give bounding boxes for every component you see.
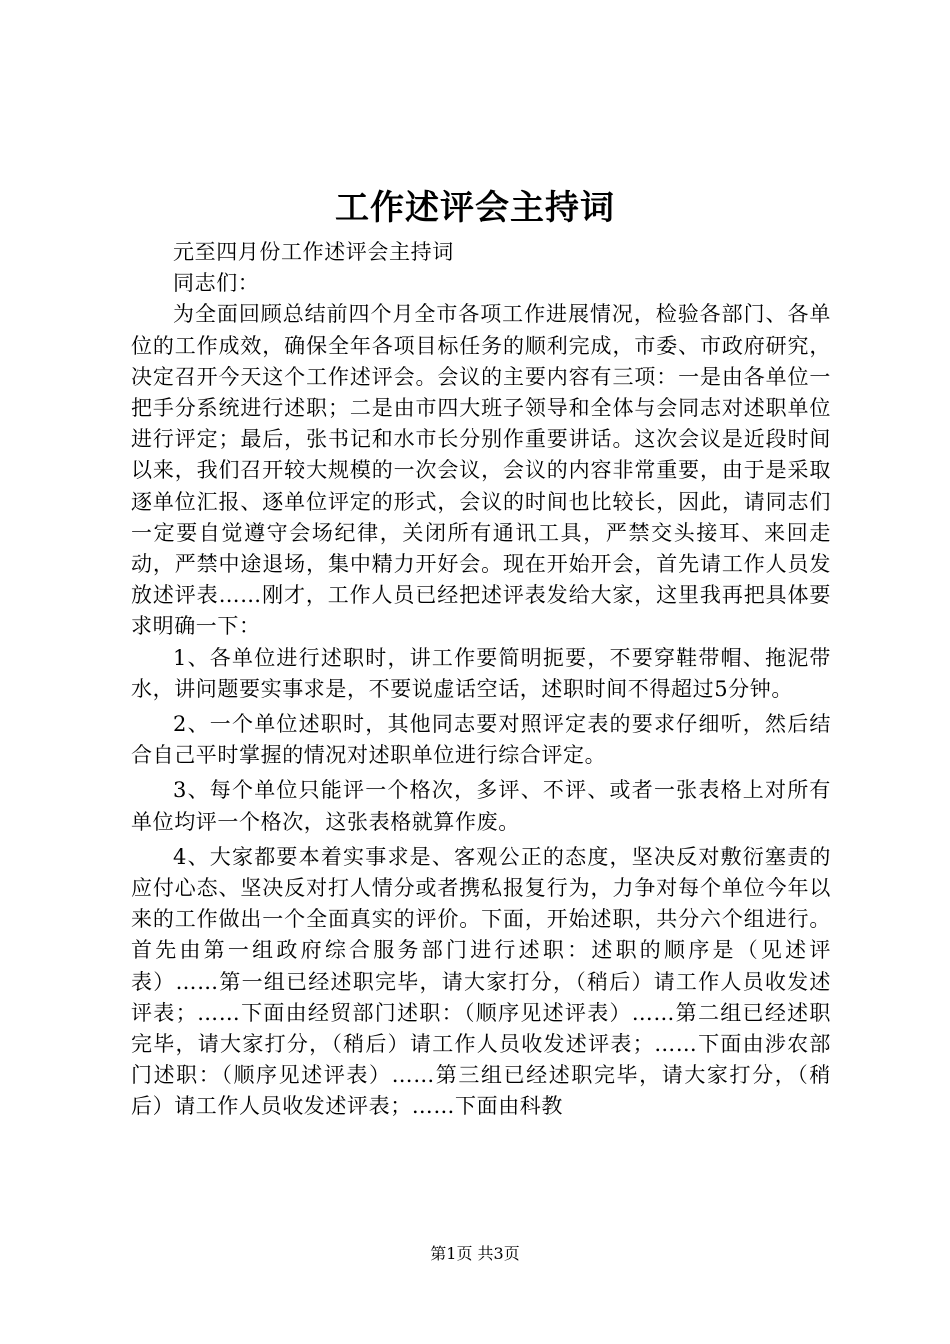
requirement-1-paragraph: 1、各单位进行述职时，讲工作要简明扼要，不要穿鞋带帽、拖泥带水，讲问题要实事求是，不要说虚话空话，述职时间不得超过5分钟。	[131, 645, 831, 701]
page-number-footer: 第1页 共3页	[430, 1244, 520, 1263]
intro-paragraph: 为全面回顾总结前四个月全市各项工作进展情况，检验各部门、各单位的工作成效，确保全年各项目标任务的顺利完成，市委、市政府研究，决定召开今天这个工作述评会。会议的主要内容有三项：一是由各单位一把手分系统进行述职；二是由市四大班子领导和全体与会同志对述职单位进行评定；最后，张书记和水市长分别作重要讲话。这次会议是近段时间以来，我们召开较大规模的一次会议，会议的内容非常重要，由于是采取逐单位汇报、逐单位评定的形式，会议的时间也比较长，因此，请同志们一定要自觉遵守会场纪律，关闭所有通讯工具，严禁交头接耳、来回走动，严禁中途退场，集中精力开好会。现在开始开会，首先请工作人员发放述评表……刚才，工作人员已经把述评表发给大家，这里我再把具体要求明确一下：	[131, 302, 831, 639]
requirement-3-paragraph: 3、每个单位只能评一个格次，多评、不评、或者一张表格上对所有单位均评一个格次，这张表格就算作废。	[131, 778, 831, 834]
requirement-4-paragraph: 4、大家都要本着实事求是、客观公正的态度，坚决反对敷衍塞责的应付心态、坚决反对打人情分或者携私报复行为，力争对每个单位今年以来的工作做出一个全面真实的评价。下面，开始述职，共分六个组进行。首先由第一组政府综合服务部门进行述职：述职的顺序是（见述评表）……第一组已经述职完毕，请大家打分，（稍后）请工作人员收发述评表；……下面由经贸部门述职：（顺序见述评表）……第二组已经述职完毕，请大家打分，（稍后）请工作人员收发述评表；……下面由涉农部门述职：（顺序见述评表）……第三组已经述职完毕，请大家打分，（稍后）请工作人员收发述评表；……下面由科教	[131, 844, 831, 1119]
document-body	[131, 237, 831, 1123]
subtitle-paragraph: 元至四月份工作述评会主持词	[173, 240, 454, 264]
requirement-2-paragraph: 2、一个单位述职时，其他同志要对照评定表的要求仔细听，然后结合自己平时掌握的情况对述职单位进行综合评定。	[131, 712, 831, 768]
salutation-paragraph: 同志们：	[173, 271, 260, 296]
document-title: 工作述评会主持词	[335, 188, 615, 228]
